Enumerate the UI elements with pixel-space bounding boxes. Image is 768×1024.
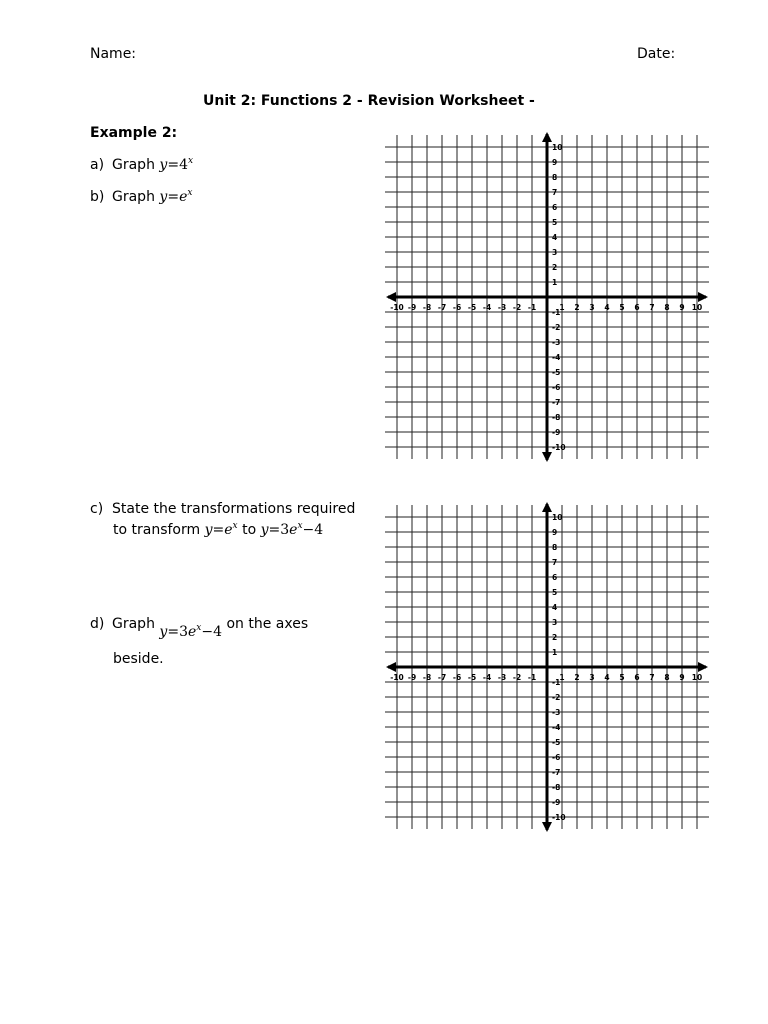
y-tick-label: 1 <box>552 648 558 657</box>
y-tick-label: 10 <box>552 513 563 522</box>
equation: $y=3e^x-4$ <box>159 623 222 640</box>
grid-svg <box>384 130 710 464</box>
y-tick-label: 5 <box>552 218 558 227</box>
x-tick-label: -7 <box>437 303 447 312</box>
y-tick-label: 1 <box>552 278 558 287</box>
y-tick-label: -1 <box>552 308 561 317</box>
y-tick-label: 4 <box>552 603 558 612</box>
y-tick-label: -1 <box>552 678 561 687</box>
name-label: Name: <box>90 46 137 62</box>
x-tick-label: -2 <box>512 673 522 682</box>
x-tick-label: 9 <box>679 303 685 312</box>
x-tick-label: -10 <box>390 673 404 682</box>
y-tick-label: -10 <box>552 813 566 822</box>
x-tick-label: -8 <box>422 673 432 682</box>
x-tick-label: 10 <box>691 673 703 682</box>
question-text: Graph <box>112 616 155 632</box>
x-tick-label: 1 <box>559 303 565 312</box>
y-tick-label: 7 <box>552 558 558 567</box>
x-tick-label: -3 <box>497 303 507 312</box>
x-tick-label: -5 <box>467 673 477 682</box>
y-tick-label: 2 <box>552 263 558 272</box>
y-tick-label: -7 <box>552 398 561 407</box>
y-tick-label: 8 <box>552 173 558 182</box>
x-tick-label: 2 <box>574 673 580 682</box>
x-tick-label: -3 <box>497 673 507 682</box>
question-marker: d) <box>90 616 105 632</box>
y-tick-label: -9 <box>552 798 561 807</box>
x-tick-label: 4 <box>604 303 610 312</box>
question-c <box>90 501 355 517</box>
y-tick-label: -6 <box>552 753 561 762</box>
x-tick-label: 4 <box>604 673 610 682</box>
y-axis-arrow-down <box>542 822 552 832</box>
grid-svg <box>384 500 710 834</box>
y-tick-label: -3 <box>552 338 561 347</box>
x-tick-label: 5 <box>619 673 625 682</box>
x-tick-label: 6 <box>634 303 640 312</box>
question-b <box>90 189 192 205</box>
x-tick-label: 8 <box>664 303 670 312</box>
y-tick-label: -4 <box>552 723 561 732</box>
x-tick-label: -1 <box>527 673 537 682</box>
x-tick-label: 6 <box>634 673 640 682</box>
y-tick-label: -4 <box>552 353 561 362</box>
x-axis-arrow-right <box>698 292 708 302</box>
x-tick-label: -6 <box>452 673 462 682</box>
y-tick-label: 4 <box>552 233 558 242</box>
x-axis-arrow-right <box>698 662 708 672</box>
y-axis-arrow-down <box>542 452 552 462</box>
question-c-line2 <box>113 522 323 538</box>
y-tick-label: -3 <box>552 708 561 717</box>
y-tick-label: -5 <box>552 738 561 747</box>
x-tick-label: -9 <box>407 303 417 312</box>
question-a <box>90 157 193 173</box>
y-tick-label: -6 <box>552 383 561 392</box>
y-tick-label: 6 <box>552 203 558 212</box>
x-tick-label: 10 <box>691 303 703 312</box>
x-tick-label: -2 <box>512 303 522 312</box>
x-tick-label: -1 <box>527 303 537 312</box>
x-tick-label: 8 <box>664 673 670 682</box>
equation-from: $y=e^x$ <box>204 521 238 538</box>
example-heading: Example 2: <box>90 125 178 141</box>
y-tick-label: -2 <box>552 323 561 332</box>
y-tick-label: -2 <box>552 693 561 702</box>
question-marker: b) <box>90 189 105 205</box>
x-tick-label: 5 <box>619 303 625 312</box>
y-tick-label: -8 <box>552 783 561 792</box>
x-tick-label: -8 <box>422 303 432 312</box>
question-text: Graph <box>112 157 155 173</box>
x-tick-label: 7 <box>649 673 655 682</box>
y-tick-label: 9 <box>552 158 558 167</box>
y-axis-arrow-up <box>542 502 552 512</box>
x-tick-label: -6 <box>452 303 462 312</box>
x-axis-arrow-left <box>386 292 396 302</box>
y-axis-arrow-up <box>542 132 552 142</box>
date-label: Date: <box>637 46 676 62</box>
y-tick-label: 3 <box>552 248 558 257</box>
question-marker: c) <box>90 501 104 517</box>
y-tick-label: 6 <box>552 573 558 582</box>
question-suffix: on the axes <box>226 616 309 632</box>
question-d <box>90 616 309 640</box>
question-text: Graph <box>112 189 155 205</box>
x-tick-label: 1 <box>559 673 565 682</box>
x-tick-label: -7 <box>437 673 447 682</box>
y-tick-label: -8 <box>552 413 561 422</box>
connector-text: to <box>242 522 257 538</box>
page-title: Unit 2: Functions 2 - Revision Worksheet - <box>203 93 535 109</box>
y-tick-label: 2 <box>552 633 558 642</box>
x-tick-label: 7 <box>649 303 655 312</box>
coordinate-grid-2 <box>384 500 710 834</box>
x-tick-label: 3 <box>589 303 595 312</box>
y-tick-label: -5 <box>552 368 561 377</box>
y-tick-label: -7 <box>552 768 561 777</box>
y-tick-label: 10 <box>552 143 563 152</box>
y-tick-label: 5 <box>552 588 558 597</box>
question-text: State the transformations required <box>112 501 356 517</box>
x-tick-label: -5 <box>467 303 477 312</box>
x-tick-label: -4 <box>482 673 492 682</box>
x-tick-label: -10 <box>390 303 404 312</box>
y-tick-label: 9 <box>552 528 558 537</box>
y-tick-label: 8 <box>552 543 558 552</box>
y-tick-label: 3 <box>552 618 558 627</box>
equation: $y=4^x$ <box>159 156 194 173</box>
x-tick-label: -4 <box>482 303 492 312</box>
y-tick-label: -10 <box>552 443 566 452</box>
x-tick-label: -9 <box>407 673 417 682</box>
equation: $y=e^x$ <box>159 188 193 205</box>
question-text: to transform <box>113 522 201 538</box>
x-tick-label: 2 <box>574 303 580 312</box>
question-marker: a) <box>90 157 105 173</box>
y-tick-label: 7 <box>552 188 558 197</box>
coordinate-grid-1 <box>384 130 710 464</box>
y-tick-label: -9 <box>552 428 561 437</box>
equation-to: $y=3e^x-4$ <box>260 521 324 538</box>
x-tick-label: 9 <box>679 673 685 682</box>
question-d-line2: beside. <box>113 651 164 667</box>
x-tick-label: 3 <box>589 673 595 682</box>
x-axis-arrow-left <box>386 662 396 672</box>
